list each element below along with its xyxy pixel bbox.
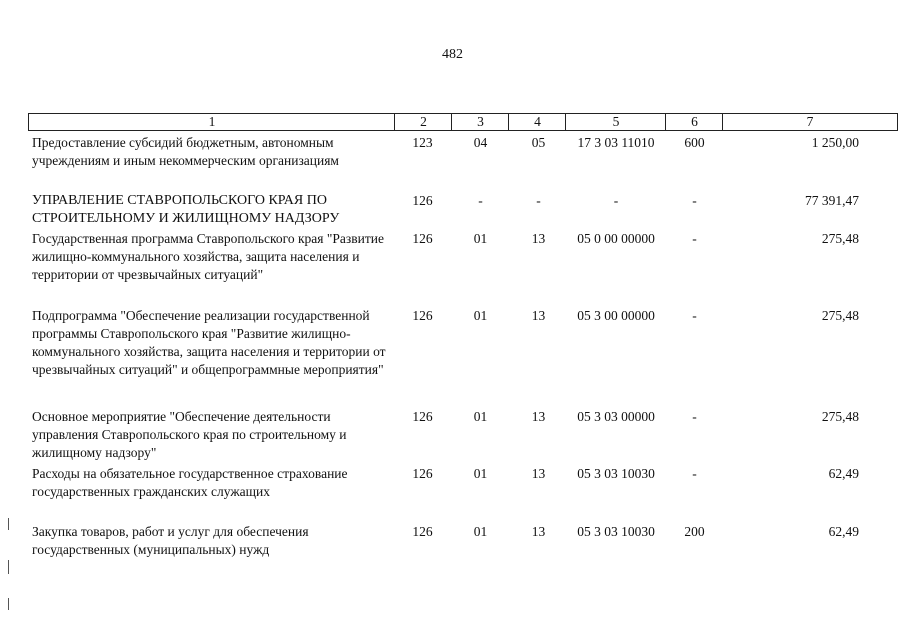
row-col-5: 05 3 03 10030 bbox=[577, 524, 655, 539]
row-col-5: 05 3 03 00000 bbox=[577, 409, 655, 424]
row-col-7: 62,49 bbox=[828, 524, 859, 539]
row-col-6: - bbox=[692, 193, 697, 208]
scan-edge-mark bbox=[8, 518, 9, 530]
row-col-7: 275,48 bbox=[821, 231, 859, 246]
column-header-3: 3 bbox=[451, 113, 509, 131]
row-col-2: 126 bbox=[412, 308, 433, 323]
row-col-2: 126 bbox=[412, 524, 433, 539]
row-col-7: 1 250,00 bbox=[811, 135, 859, 150]
row-col-2: 126 bbox=[412, 466, 433, 481]
row-col-5: 17 3 03 11010 bbox=[577, 135, 655, 150]
scan-edge-mark bbox=[8, 560, 9, 574]
row-col-3: - bbox=[478, 193, 483, 208]
column-header-7: 7 bbox=[722, 113, 898, 131]
row-name: Предоставление субсидий бюджетным, автономным учреждениям и иным некоммерческим организациям bbox=[32, 135, 339, 168]
row-name: Государственная программа Ставропольского края "Развитие жилищно-коммунального хозяйства, защита населения и территории от чрезвычайных ситуаций" bbox=[32, 231, 384, 282]
row-name: Основное мероприятие "Обеспечение деятельности управления Ставропольского края по строительному и жилищному надзору" bbox=[32, 409, 347, 460]
row-col-7: 275,48 bbox=[821, 409, 859, 424]
row-col-6: - bbox=[692, 308, 697, 323]
row-col-7: 62,49 bbox=[828, 466, 859, 481]
row-col-3: 01 bbox=[473, 524, 488, 539]
row-col-5: - bbox=[613, 193, 619, 208]
row-name: Подпрограмма "Обеспечение реализации государственной программы Ставропольского края "Развитие жилищно-коммунального хозяйства, защита населения и территории от чрезвычайных ситуаций" и общепрограммные мероприятия" bbox=[32, 308, 386, 377]
column-header-4: 4 bbox=[508, 113, 566, 131]
row-col-6: 600 bbox=[684, 135, 705, 150]
row-col-5: 05 3 03 10030 bbox=[577, 466, 655, 481]
column-header-2: 2 bbox=[394, 113, 452, 131]
row-name: Расходы на обязательное государственное страхование государственных гражданских служащих bbox=[32, 466, 348, 499]
row-col-4: - bbox=[536, 193, 541, 208]
row-name: УПРАВЛЕНИЕ СТАВРОПОЛЬСКОГО КРАЯ ПО СТРОИТЕЛЬНОМУ И ЖИЛИЩНОМУ НАДЗОРУ bbox=[32, 193, 340, 226]
row-col-4: 13 bbox=[531, 308, 546, 323]
row-col-3: 01 bbox=[473, 231, 488, 246]
row-col-5: 05 3 00 00000 bbox=[577, 308, 655, 323]
row-col-4: 05 bbox=[531, 135, 546, 150]
row-col-6: - bbox=[692, 231, 697, 246]
row-col-6: - bbox=[692, 466, 697, 481]
scan-edge-mark bbox=[8, 598, 9, 610]
row-name: Закупка товаров, работ и услуг для обеспечения государственных (муниципальных) нужд bbox=[32, 524, 309, 557]
row-col-3: 01 bbox=[473, 409, 488, 424]
row-col-5: 05 0 00 00000 bbox=[577, 231, 655, 246]
row-col-3: 01 bbox=[473, 466, 488, 481]
row-col-4: 13 bbox=[531, 466, 546, 481]
row-col-4: 13 bbox=[531, 524, 546, 539]
column-header-6: 6 bbox=[665, 113, 723, 131]
column-header-5: 5 bbox=[565, 113, 666, 131]
row-col-6: 200 bbox=[684, 524, 705, 539]
column-header-1: 1 bbox=[28, 113, 395, 131]
row-col-4: 13 bbox=[531, 231, 546, 246]
row-col-2: 123 bbox=[412, 135, 433, 150]
row-col-2: 126 bbox=[412, 231, 433, 246]
row-col-3: 01 bbox=[473, 308, 488, 323]
page-number: 482 bbox=[442, 47, 463, 62]
row-col-4: 13 bbox=[531, 409, 546, 424]
row-col-2: 126 bbox=[412, 409, 433, 424]
row-col-2: 126 bbox=[412, 193, 433, 208]
row-col-3: 04 bbox=[473, 135, 488, 150]
row-col-6: - bbox=[692, 409, 697, 424]
row-col-7: 275,48 bbox=[821, 308, 859, 323]
row-col-7: 77 391,47 bbox=[805, 193, 859, 208]
